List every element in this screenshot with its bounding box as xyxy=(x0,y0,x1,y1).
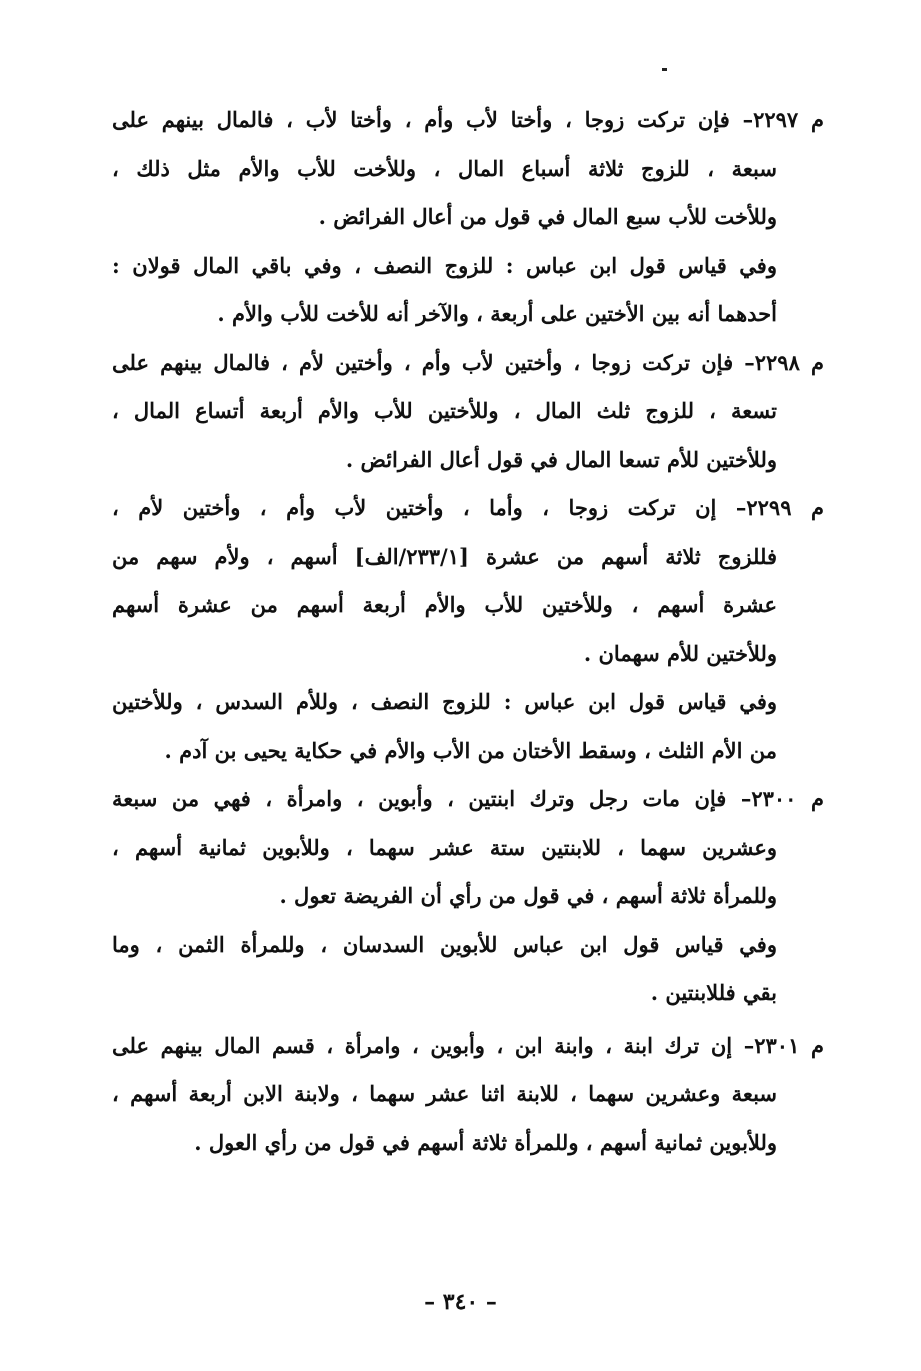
text-line: فللزوج ثلاثة أسهم من عشرة [٢٣٣/١/الف] أسهم ، ولأم سهم من xyxy=(112,543,777,569)
text-line: عشرة أسهم ، وللأختين للأب والأم أربعة أسهم من عشرة أسهم xyxy=(112,592,777,617)
text-line: وفي قياس قول ابن عباس للأبوين السدسان ، وللمرأة الثمن ، وما xyxy=(112,931,777,957)
text-line: م ٢٣٠١– إن ترك ابنة ، وابنة ابن ، وأبوين ، وامرأة ، قسم المال بينهم على xyxy=(112,1032,824,1058)
paragraph-2298 xyxy=(112,339,824,485)
paragraph-ibn-abbas-2 xyxy=(112,678,824,775)
text-line: م ٢٢٩٧– فإن تركت زوجا ، وأختا لأب وأم ، وأختا لأب ، فالمال بينهم على xyxy=(112,107,824,132)
text-line: م ٢٣٠٠– فإن مات رجل وترك ابنتين ، وأبوين ، وامرأة ، فهي من سبعة xyxy=(112,786,824,811)
paragraph-2300 xyxy=(112,775,824,921)
text-line: وللأختين للأم سهمان . xyxy=(583,640,777,666)
text-line: وفي قياس قول ابن عباس : للزوج النصف ، وللأم السدس ، وللأختين xyxy=(112,689,777,714)
text-line: سبعة ، للزوج ثلاثة أسباع المال ، وللأخت للأب والأم مثل ذلك ، xyxy=(112,155,777,181)
paragraph-2297 xyxy=(112,96,824,242)
text-line: وفي قياس قول ابن عباس : للزوج النصف ، وفي باقي المال قولان : xyxy=(112,252,777,278)
text-line: وللأختين للأم تسعا المال في قول أعال الفرائض . xyxy=(345,446,777,472)
top-mark xyxy=(662,68,667,71)
paragraph-2301 xyxy=(112,1022,824,1168)
text-line: سبعة وعشرين سهما ، للابنة اثنا عشر سهما ، ولابنة الابن أربعة أسهم ، xyxy=(112,1081,778,1106)
paragraph-ibn-abbas-1 xyxy=(112,242,824,339)
text-line: تسعة ، للزوج ثلث المال ، وللأختين للأب والأم أربعة أتساع المال ، xyxy=(112,398,777,423)
text-line: وللأخت للأب سبع المال في قول من أعال الفرائض . xyxy=(318,204,777,229)
text-line: وللأبوين ثمانية أسهم ، وللمرأة ثلاثة أسهم في قول من رأي العول . xyxy=(194,1129,777,1155)
text-line: وعشرين سهما ، للابنتين ستة عشر سهما ، وللأبوين ثمانية أسهم ، xyxy=(112,834,777,860)
paragraph-ibn-abbas-3 xyxy=(112,921,824,1018)
paragraph-2299 xyxy=(112,484,824,678)
text-line: بقي فللابنتين . xyxy=(650,980,777,1005)
text-line: أحدهما أنه بين الأختين على أربعة ، والآخر أنه للأخت للأب والأم . xyxy=(217,301,777,326)
body-text xyxy=(112,96,824,1167)
text-line: م ٢٢٩٩– إن تركت زوجا ، وأما ، وأختين لأب وأم ، وأختين لأم ، xyxy=(112,495,824,520)
text-line: وللمرأة ثلاثة أسهم ، في قول من رأي أن الفريضة تعول . xyxy=(279,883,777,908)
text-line: م ٢٢٩٨– فإن تركت زوجا ، وأختين لأب وأم ، وأختين لأم ، فالمال بينهم على xyxy=(112,349,824,375)
text-line: من الأم الثلث ، وسقط الأختان من الأب والأم في حكاية يحيى بن آدم . xyxy=(164,737,777,763)
page-number: – ٣٤٠ – xyxy=(424,1289,497,1315)
